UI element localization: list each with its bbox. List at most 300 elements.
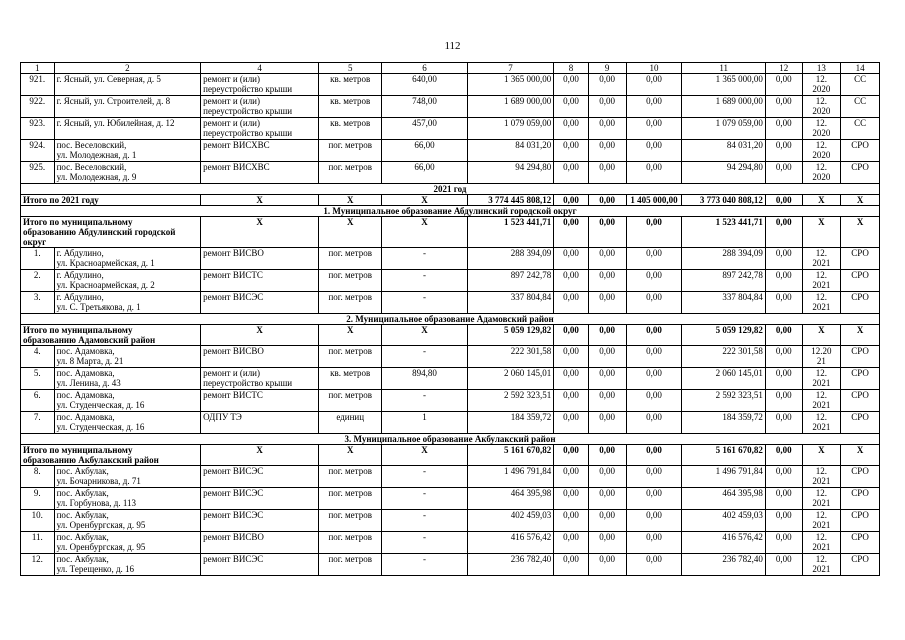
local-cell: 0,00 bbox=[626, 466, 682, 488]
local-cell: 0,00 bbox=[626, 554, 682, 576]
total-fund-type: X bbox=[841, 195, 880, 206]
regional-cell: 0,00 bbox=[588, 412, 626, 434]
total-marker: X bbox=[319, 195, 382, 206]
table-row bbox=[21, 270, 880, 292]
address-cell: пос. Акбулак, ул. Оренбургская, д. 95 bbox=[54, 510, 201, 532]
municipality-header-title: 2. Муниципальное образование Адамовский район bbox=[21, 314, 880, 325]
row-number: 1. bbox=[21, 248, 55, 270]
row-number: 923. bbox=[21, 118, 55, 140]
table-row bbox=[21, 532, 880, 554]
total-cost: 5 161 670,82 bbox=[467, 445, 554, 466]
row-number: 925. bbox=[21, 162, 55, 184]
regional-cell: 0,00 bbox=[588, 488, 626, 510]
regional-cell: 0,00 bbox=[588, 390, 626, 412]
total-marker: X bbox=[201, 217, 319, 248]
table-row bbox=[21, 554, 880, 576]
column-number: 5 bbox=[319, 63, 382, 74]
total-cost-cell: 402 459,03 bbox=[467, 510, 554, 532]
fund-type-cell: СС bbox=[841, 74, 880, 96]
work-type-cell: ремонт ВИСТС bbox=[201, 270, 319, 292]
column-number: 8 bbox=[554, 63, 589, 74]
total-cost: 3 774 445 808,12 bbox=[467, 195, 554, 206]
federal-cell: 0,00 bbox=[554, 118, 589, 140]
quantity-cell: 1 bbox=[382, 412, 467, 434]
owners-funds-cell: 288 394,09 bbox=[682, 248, 765, 270]
deadline-cell: 12. 2021 bbox=[802, 466, 841, 488]
federal-cell: 0,00 bbox=[554, 96, 589, 118]
work-type-cell: ремонт и (или) переустройство крыши bbox=[201, 368, 319, 390]
other-cell: 0,00 bbox=[765, 346, 802, 368]
unit-cell: пог. метров bbox=[319, 140, 382, 162]
federal-cell: 0,00 bbox=[554, 270, 589, 292]
quantity-cell: 66,00 bbox=[382, 140, 467, 162]
unit-cell: пог. метров bbox=[319, 390, 382, 412]
quantity-cell: 640,00 bbox=[382, 74, 467, 96]
federal-cell: 0,00 bbox=[554, 488, 589, 510]
total-cost-cell: 464 395,98 bbox=[467, 488, 554, 510]
unit-cell: кв. метров bbox=[319, 74, 382, 96]
year-header bbox=[21, 184, 880, 195]
total-regional: 0,00 bbox=[588, 217, 626, 248]
regional-cell: 0,00 bbox=[588, 554, 626, 576]
owners-funds-cell: 2 060 145,01 bbox=[682, 368, 765, 390]
federal-cell: 0,00 bbox=[554, 466, 589, 488]
address-cell: пос. Адамовка, ул. 8 Марта, д. 21 bbox=[54, 346, 201, 368]
address-cell: г. Ясный, ул. Северная, д. 5 bbox=[54, 74, 201, 96]
unit-cell: пог. метров bbox=[319, 554, 382, 576]
total-label: Итого по 2021 году bbox=[21, 195, 201, 206]
total-cost-cell: 1 365 000,00 bbox=[467, 74, 554, 96]
quantity-cell: 748,00 bbox=[382, 96, 467, 118]
total-cost-cell: 288 394,09 bbox=[467, 248, 554, 270]
owners-funds-cell: 402 459,03 bbox=[682, 510, 765, 532]
municipality-header bbox=[21, 314, 880, 325]
municipality-header bbox=[21, 206, 880, 217]
year-total-row bbox=[21, 195, 880, 206]
regional-cell: 0,00 bbox=[588, 162, 626, 184]
work-type-cell: ремонт ВИСВО bbox=[201, 532, 319, 554]
other-cell: 0,00 bbox=[765, 368, 802, 390]
other-cell: 0,00 bbox=[765, 412, 802, 434]
column-number: 7 bbox=[467, 63, 554, 74]
work-type-cell: ремонт ВИСЭС bbox=[201, 292, 319, 314]
work-type-cell: ремонт и (или) переустройство крыши bbox=[201, 118, 319, 140]
address-cell: пос. Акбулак, ул. Оренбургская, д. 95 bbox=[54, 532, 201, 554]
page-number: 112 bbox=[444, 40, 461, 52]
unit-cell: пог. метров bbox=[319, 488, 382, 510]
other-cell: 0,00 bbox=[765, 162, 802, 184]
address-cell: пос. Веселовский, ул. Молодежная, д. 9 bbox=[54, 162, 201, 184]
total-marker: X bbox=[382, 195, 467, 206]
column-number: 10 bbox=[626, 63, 682, 74]
other-cell: 0,00 bbox=[765, 488, 802, 510]
other-cell: 0,00 bbox=[765, 390, 802, 412]
work-type-cell: ремонт ВИСВО bbox=[201, 248, 319, 270]
owners-funds-cell: 1 365 000,00 bbox=[682, 74, 765, 96]
federal-cell: 0,00 bbox=[554, 368, 589, 390]
total-cost-cell: 236 782,40 bbox=[467, 554, 554, 576]
quantity-cell: - bbox=[382, 270, 467, 292]
total-marker: X bbox=[382, 445, 467, 466]
local-cell: 0,00 bbox=[626, 532, 682, 554]
owners-funds-cell: 2 592 323,51 bbox=[682, 390, 765, 412]
regional-cell: 0,00 bbox=[588, 96, 626, 118]
unit-cell: пог. метров bbox=[319, 532, 382, 554]
total-marker: X bbox=[201, 195, 319, 206]
total-cost-cell: 337 804,84 bbox=[467, 292, 554, 314]
other-cell: 0,00 bbox=[765, 466, 802, 488]
owners-funds-cell: 1 689 000,00 bbox=[682, 96, 765, 118]
address-cell: г. Ясный, ул. Строителей, д. 8 bbox=[54, 96, 201, 118]
row-number: 11. bbox=[21, 532, 55, 554]
total-owners-funds: 5 161 670,82 bbox=[682, 445, 765, 466]
total-regional: 0,00 bbox=[588, 445, 626, 466]
other-cell: 0,00 bbox=[765, 118, 802, 140]
regional-cell: 0,00 bbox=[588, 248, 626, 270]
deadline-cell: 12. 2021 bbox=[802, 248, 841, 270]
work-type-cell: ремонт ВИСВО bbox=[201, 346, 319, 368]
other-cell: 0,00 bbox=[765, 96, 802, 118]
total-fund-type: X bbox=[841, 217, 880, 248]
table-row bbox=[21, 162, 880, 184]
deadline-cell: 12. 2020 bbox=[802, 96, 841, 118]
federal-cell: 0,00 bbox=[554, 162, 589, 184]
local-cell: 0,00 bbox=[626, 270, 682, 292]
total-cost-cell: 2 060 145,01 bbox=[467, 368, 554, 390]
total-deadline: X bbox=[802, 445, 841, 466]
table-row bbox=[21, 248, 880, 270]
federal-cell: 0,00 bbox=[554, 140, 589, 162]
work-type-cell: ремонт и (или) переустройство крыши bbox=[201, 96, 319, 118]
other-cell: 0,00 bbox=[765, 140, 802, 162]
total-local: 0,00 bbox=[626, 445, 682, 466]
regional-cell: 0,00 bbox=[588, 74, 626, 96]
total-deadline: X bbox=[802, 325, 841, 346]
total-fund-type: X bbox=[841, 325, 880, 346]
total-marker: X bbox=[319, 445, 382, 466]
row-number: 2. bbox=[21, 270, 55, 292]
local-cell: 0,00 bbox=[626, 74, 682, 96]
local-cell: 0,00 bbox=[626, 248, 682, 270]
table-row bbox=[21, 488, 880, 510]
municipality-total-row bbox=[21, 217, 880, 248]
other-cell: 0,00 bbox=[765, 554, 802, 576]
quantity-cell: 457,00 bbox=[382, 118, 467, 140]
total-label: Итого по муниципальному образованию Адамовский район bbox=[21, 325, 201, 346]
column-number: 6 bbox=[382, 63, 467, 74]
address-cell: пос. Акбулак, ул. Горбунова, д. 113 bbox=[54, 488, 201, 510]
unit-cell: пог. метров bbox=[319, 162, 382, 184]
total-marker: X bbox=[319, 325, 382, 346]
quantity-cell: - bbox=[382, 488, 467, 510]
quantity-cell: - bbox=[382, 554, 467, 576]
owners-funds-cell: 222 301,58 bbox=[682, 346, 765, 368]
federal-cell: 0,00 bbox=[554, 248, 589, 270]
owners-funds-cell: 1 079 059,00 bbox=[682, 118, 765, 140]
local-cell: 0,00 bbox=[626, 390, 682, 412]
unit-cell: пог. метров bbox=[319, 346, 382, 368]
municipality-header-title: 1. Муниципальное образование Абдулинский городской округ bbox=[21, 206, 880, 217]
quantity-cell: - bbox=[382, 248, 467, 270]
work-type-cell: ремонт ВИСЭС bbox=[201, 488, 319, 510]
address-cell: пос. Акбулак, ул. Бочарникова, д. 71 bbox=[54, 466, 201, 488]
regional-cell: 0,00 bbox=[588, 532, 626, 554]
row-number: 6. bbox=[21, 390, 55, 412]
deadline-cell: 12. 2020 bbox=[802, 140, 841, 162]
federal-cell: 0,00 bbox=[554, 390, 589, 412]
total-other: 0,00 bbox=[765, 217, 802, 248]
total-deadline: X bbox=[802, 217, 841, 248]
total-federal: 0,00 bbox=[554, 217, 589, 248]
local-cell: 0,00 bbox=[626, 140, 682, 162]
total-cost-cell: 897 242,78 bbox=[467, 270, 554, 292]
regional-cell: 0,00 bbox=[588, 292, 626, 314]
local-cell: 0,00 bbox=[626, 292, 682, 314]
local-cell: 0,00 bbox=[626, 346, 682, 368]
deadline-cell: 12. 2021 bbox=[802, 368, 841, 390]
total-local: 0,00 bbox=[626, 217, 682, 248]
federal-cell: 0,00 bbox=[554, 532, 589, 554]
fund-type-cell: СРО bbox=[841, 140, 880, 162]
owners-funds-cell: 84 031,20 bbox=[682, 140, 765, 162]
fund-type-cell: СС bbox=[841, 96, 880, 118]
table-row bbox=[21, 412, 880, 434]
total-other: 0,00 bbox=[765, 195, 802, 206]
other-cell: 0,00 bbox=[765, 532, 802, 554]
deadline-cell: 12. 2020 bbox=[802, 162, 841, 184]
other-cell: 0,00 bbox=[765, 510, 802, 532]
total-marker: X bbox=[382, 217, 467, 248]
unit-cell: пог. метров bbox=[319, 466, 382, 488]
total-owners-funds: 3 773 040 808,12 bbox=[682, 195, 765, 206]
work-type-cell: ремонт ВИСЭС bbox=[201, 554, 319, 576]
total-cost: 1 523 441,71 bbox=[467, 217, 554, 248]
fund-type-cell: СРО bbox=[841, 390, 880, 412]
municipality-header-title: 3. Муниципальное образование Акбулакский район bbox=[21, 434, 880, 445]
quantity-cell: - bbox=[382, 346, 467, 368]
unit-cell: пог. метров bbox=[319, 510, 382, 532]
year-header-title: 2021 год bbox=[21, 184, 880, 195]
table-row bbox=[21, 466, 880, 488]
work-type-cell: ремонт ВИСХВС bbox=[201, 140, 319, 162]
other-cell: 0,00 bbox=[765, 74, 802, 96]
regional-cell: 0,00 bbox=[588, 346, 626, 368]
fund-type-cell: СРО bbox=[841, 270, 880, 292]
work-type-cell: ремонт и (или) переустройство крыши bbox=[201, 74, 319, 96]
row-number: 7. bbox=[21, 412, 55, 434]
total-local: 0,00 bbox=[626, 325, 682, 346]
other-cell: 0,00 bbox=[765, 248, 802, 270]
column-number: 14 bbox=[841, 63, 880, 74]
address-cell: г. Абдулино, ул. С. Третьякова, д. 1 bbox=[54, 292, 201, 314]
owners-funds-cell: 897 242,78 bbox=[682, 270, 765, 292]
federal-cell: 0,00 bbox=[554, 554, 589, 576]
local-cell: 0,00 bbox=[626, 412, 682, 434]
total-local: 1 405 000,00 bbox=[626, 195, 682, 206]
total-cost-cell: 1 496 791,84 bbox=[467, 466, 554, 488]
deadline-cell: 12. 2021 bbox=[802, 292, 841, 314]
local-cell: 0,00 bbox=[626, 162, 682, 184]
quantity-cell: - bbox=[382, 510, 467, 532]
deadline-cell: 12. 2021 bbox=[802, 510, 841, 532]
deadline-cell: 12. 2021 bbox=[802, 390, 841, 412]
column-number: 2 bbox=[54, 63, 201, 74]
address-cell: пос. Веселовский, ул. Молодежная, д. 1 bbox=[54, 140, 201, 162]
fund-type-cell: СРО bbox=[841, 162, 880, 184]
quantity-cell: - bbox=[382, 390, 467, 412]
table-row bbox=[21, 510, 880, 532]
local-cell: 0,00 bbox=[626, 488, 682, 510]
table-row bbox=[21, 346, 880, 368]
total-other: 0,00 bbox=[765, 325, 802, 346]
total-regional: 0,00 bbox=[588, 325, 626, 346]
fund-type-cell: СРО bbox=[841, 368, 880, 390]
regional-cell: 0,00 bbox=[588, 140, 626, 162]
federal-cell: 0,00 bbox=[554, 510, 589, 532]
table-row bbox=[21, 118, 880, 140]
total-cost-cell: 94 294,80 bbox=[467, 162, 554, 184]
total-owners-funds: 5 059 129,82 bbox=[682, 325, 765, 346]
table-row bbox=[21, 140, 880, 162]
federal-cell: 0,00 bbox=[554, 292, 589, 314]
total-federal: 0,00 bbox=[554, 195, 589, 206]
deadline-cell: 12. 2020 bbox=[802, 118, 841, 140]
row-number: 4. bbox=[21, 346, 55, 368]
total-cost-cell: 1 079 059,00 bbox=[467, 118, 554, 140]
quantity-cell: 894,80 bbox=[382, 368, 467, 390]
fund-type-cell: СРО bbox=[841, 532, 880, 554]
regional-cell: 0,00 bbox=[588, 270, 626, 292]
address-cell: г. Абдулино, ул. Красноармейская, д. 2 bbox=[54, 270, 201, 292]
owners-funds-cell: 236 782,40 bbox=[682, 554, 765, 576]
owners-funds-cell: 94 294,80 bbox=[682, 162, 765, 184]
owners-funds-cell: 337 804,84 bbox=[682, 292, 765, 314]
total-deadline: X bbox=[802, 195, 841, 206]
regional-cell: 0,00 bbox=[588, 466, 626, 488]
deadline-cell: 12. 2021 bbox=[802, 554, 841, 576]
federal-cell: 0,00 bbox=[554, 412, 589, 434]
column-number: 13 bbox=[802, 63, 841, 74]
municipality-header bbox=[21, 434, 880, 445]
row-number: 5. bbox=[21, 368, 55, 390]
total-cost-cell: 84 031,20 bbox=[467, 140, 554, 162]
address-cell: пос. Адамовка, ул. Ленина, д. 43 bbox=[54, 368, 201, 390]
federal-cell: 0,00 bbox=[554, 346, 589, 368]
owners-funds-cell: 1 496 791,84 bbox=[682, 466, 765, 488]
fund-type-cell: СРО bbox=[841, 292, 880, 314]
address-cell: пос. Адамовка, ул. Студенческая, д. 16 bbox=[54, 390, 201, 412]
owners-funds-cell: 464 395,98 bbox=[682, 488, 765, 510]
work-type-cell: ремонт ВИСТС bbox=[201, 390, 319, 412]
deadline-cell: 12. 2021 bbox=[802, 488, 841, 510]
work-type-cell: ремонт ВИСЭС bbox=[201, 466, 319, 488]
deadline-cell: 12. 2021 bbox=[802, 270, 841, 292]
address-cell: г. Абдулино, ул. Красноармейская, д. 1 bbox=[54, 248, 201, 270]
row-number: 8. bbox=[21, 466, 55, 488]
unit-cell: кв. метров bbox=[319, 96, 382, 118]
fund-type-cell: СРО bbox=[841, 554, 880, 576]
table-row bbox=[21, 390, 880, 412]
unit-cell: пог. метров bbox=[319, 270, 382, 292]
fund-type-cell: СРО bbox=[841, 466, 880, 488]
total-cost-cell: 2 592 323,51 bbox=[467, 390, 554, 412]
total-federal: 0,00 bbox=[554, 325, 589, 346]
column-number: 12 bbox=[765, 63, 802, 74]
address-cell: г. Ясный, ул. Юбилейная, д. 12 bbox=[54, 118, 201, 140]
local-cell: 0,00 bbox=[626, 368, 682, 390]
table-body bbox=[21, 63, 880, 576]
column-number: 9 bbox=[588, 63, 626, 74]
total-regional: 0,00 bbox=[588, 195, 626, 206]
total-fund-type: X bbox=[841, 445, 880, 466]
row-number: 3. bbox=[21, 292, 55, 314]
quantity-cell: 66,00 bbox=[382, 162, 467, 184]
row-number: 12. bbox=[21, 554, 55, 576]
regional-cell: 0,00 bbox=[588, 368, 626, 390]
quantity-cell: - bbox=[382, 532, 467, 554]
regional-cell: 0,00 bbox=[588, 510, 626, 532]
total-other: 0,00 bbox=[765, 445, 802, 466]
address-cell: пос. Адамовка, ул. Студенческая, д. 16 bbox=[54, 412, 201, 434]
row-number: 10. bbox=[21, 510, 55, 532]
capital-repair-table bbox=[20, 62, 880, 576]
unit-cell: кв. метров bbox=[319, 368, 382, 390]
deadline-cell: 12. 2020 bbox=[802, 74, 841, 96]
fund-type-cell: СРО bbox=[841, 248, 880, 270]
unit-cell: пог. метров bbox=[319, 248, 382, 270]
table-row bbox=[21, 74, 880, 96]
municipality-total-row bbox=[21, 325, 880, 346]
owners-funds-cell: 184 359,72 bbox=[682, 412, 765, 434]
column-number: 4 bbox=[201, 63, 319, 74]
table-row bbox=[21, 96, 880, 118]
row-number: 921. bbox=[21, 74, 55, 96]
deadline-cell: 12.20 21 bbox=[802, 346, 841, 368]
owners-funds-cell: 416 576,42 bbox=[682, 532, 765, 554]
total-marker: X bbox=[201, 325, 319, 346]
fund-type-cell: СС bbox=[841, 118, 880, 140]
total-cost-cell: 1 689 000,00 bbox=[467, 96, 554, 118]
local-cell: 0,00 bbox=[626, 118, 682, 140]
total-owners-funds: 1 523 441,71 bbox=[682, 217, 765, 248]
total-cost: 5 059 129,82 bbox=[467, 325, 554, 346]
total-marker: X bbox=[382, 325, 467, 346]
unit-cell: кв. метров bbox=[319, 118, 382, 140]
unit-cell: пог. метров bbox=[319, 292, 382, 314]
work-type-cell: ОДПУ ТЭ bbox=[201, 412, 319, 434]
address-cell: пос. Акбулак, ул. Терещенко, д. 16 bbox=[54, 554, 201, 576]
fund-type-cell: СРО bbox=[841, 488, 880, 510]
work-type-cell: ремонт ВИСХВС bbox=[201, 162, 319, 184]
column-number-row bbox=[21, 63, 880, 74]
total-label: Итого по муниципальному образованию Акбулакский район bbox=[21, 445, 201, 466]
total-cost-cell: 222 301,58 bbox=[467, 346, 554, 368]
other-cell: 0,00 bbox=[765, 292, 802, 314]
table-row bbox=[21, 368, 880, 390]
regional-cell: 0,00 bbox=[588, 118, 626, 140]
total-cost-cell: 416 576,42 bbox=[467, 532, 554, 554]
fund-type-cell: СРО bbox=[841, 346, 880, 368]
deadline-cell: 12. 2021 bbox=[802, 412, 841, 434]
work-type-cell: ремонт ВИСЭС bbox=[201, 510, 319, 532]
municipality-total-row bbox=[21, 445, 880, 466]
total-marker: X bbox=[319, 217, 382, 248]
fund-type-cell: СРО bbox=[841, 510, 880, 532]
row-number: 922. bbox=[21, 96, 55, 118]
total-marker: X bbox=[201, 445, 319, 466]
table-row bbox=[21, 292, 880, 314]
local-cell: 0,00 bbox=[626, 510, 682, 532]
